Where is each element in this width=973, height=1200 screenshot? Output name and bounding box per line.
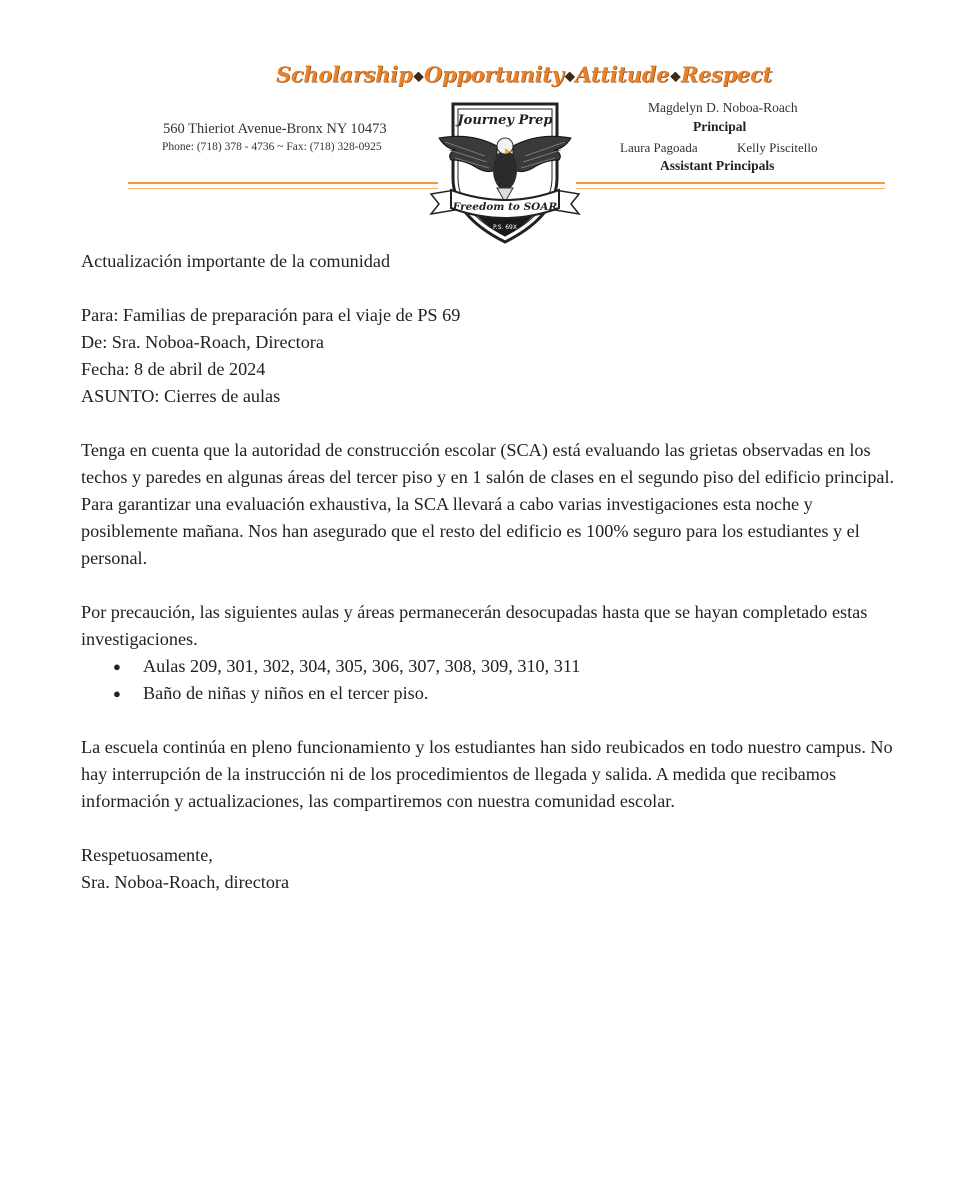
list-item: [81, 653, 901, 680]
bullet-icon: ●: [113, 686, 121, 701]
list-item-text: Aulas 209, 301, 302, 304, 305, 306, 307, 308, 309, 310, 311: [143, 656, 581, 676]
letter-paragraph-1: Tenga en cuenta que la autoridad de construcción escolar (SCA) está evaluando las grietas observadas en los techos y paredes en algunas áreas del tercer piso y en 1 salón de clases en el segundo piso del edificio principal. Para garantizar una evaluación exhaustiva, la SCA llevará a cabo varias investigaciones esta noche y posiblemente mañana. Nos han asegurado que el resto del edificio es 100% seguro para los estudiantes y el personal.: [81, 440, 895, 568]
motto-word-opportunity: Opportunity: [424, 62, 564, 87]
assistant-principal-2: Kelly Piscitello: [737, 140, 818, 155]
letter-paragraph-3: La escuela continúa en pleno funcionamiento y los estudiantes han sido reubicados en todo nuestro campus. No hay interrupción de la instrucción ni de los procedimientos de llegada y salida. A medida que recibamos información y actualizaciones, las compartiremos con nuestra comunidad escolar.: [81, 737, 893, 811]
list-item: [81, 680, 901, 707]
principal-name: Magdelyn D. Noboa-Roach: [648, 100, 798, 115]
logo-banner-text: Freedom to SOAR: [452, 201, 558, 213]
list-item-text: Baño de niñas y niños en el tercer piso.: [143, 683, 429, 703]
motto-word-scholarship: Scholarship: [276, 62, 413, 87]
motto-separator: ◆: [564, 69, 575, 84]
motto-separator: ◆: [670, 69, 680, 84]
principal-title: Principal: [693, 119, 747, 134]
logo-top-text: Journey Prep: [457, 113, 553, 128]
motto-word-attitude: Attitude: [575, 62, 670, 87]
bullet-icon: ●: [113, 659, 121, 674]
school-motto: [276, 62, 772, 87]
letterhead-rule-left: [128, 182, 438, 189]
letter-body: [81, 248, 901, 896]
motto-word-respect: Respect: [680, 62, 772, 87]
closure-list: [81, 653, 901, 707]
letter-heading: Actualización importante de la comunidad: [81, 251, 391, 271]
letter-from: De: Sra. Noboa-Roach, Directora: [81, 332, 324, 352]
school-address: 560 Thieriot Avenue-Bronx NY 10473: [163, 121, 387, 137]
logo-bottom-text: P.S. 69X: [493, 224, 517, 231]
letter-paragraph-2: Por precaución, las siguientes aulas y áreas permanecerán desocupadas hasta que se hayan completado estas investigaciones.: [81, 602, 868, 649]
letterhead-rule-right: [576, 182, 885, 189]
letter-to: Para: Familias de preparación para el viaje de PS 69: [81, 305, 461, 325]
motto-separator: ◆: [413, 69, 424, 84]
assistant-principal-1: Laura Pagoada: [620, 140, 698, 155]
school-phone-fax: Phone: (718) 378 - 4736 ~ Fax: (718) 328-0925: [162, 141, 382, 153]
letter-closing: Respetuosamente,: [81, 845, 213, 865]
letter-signature: Sra. Noboa-Roach, directora: [81, 872, 290, 892]
letter-date: Fecha: 8 de abril de 2024: [81, 359, 266, 379]
school-logo: [425, 98, 585, 246]
letter-subject: ASUNTO: Cierres de aulas: [81, 386, 281, 406]
assistant-principals-title: Assistant Principals: [660, 158, 775, 173]
